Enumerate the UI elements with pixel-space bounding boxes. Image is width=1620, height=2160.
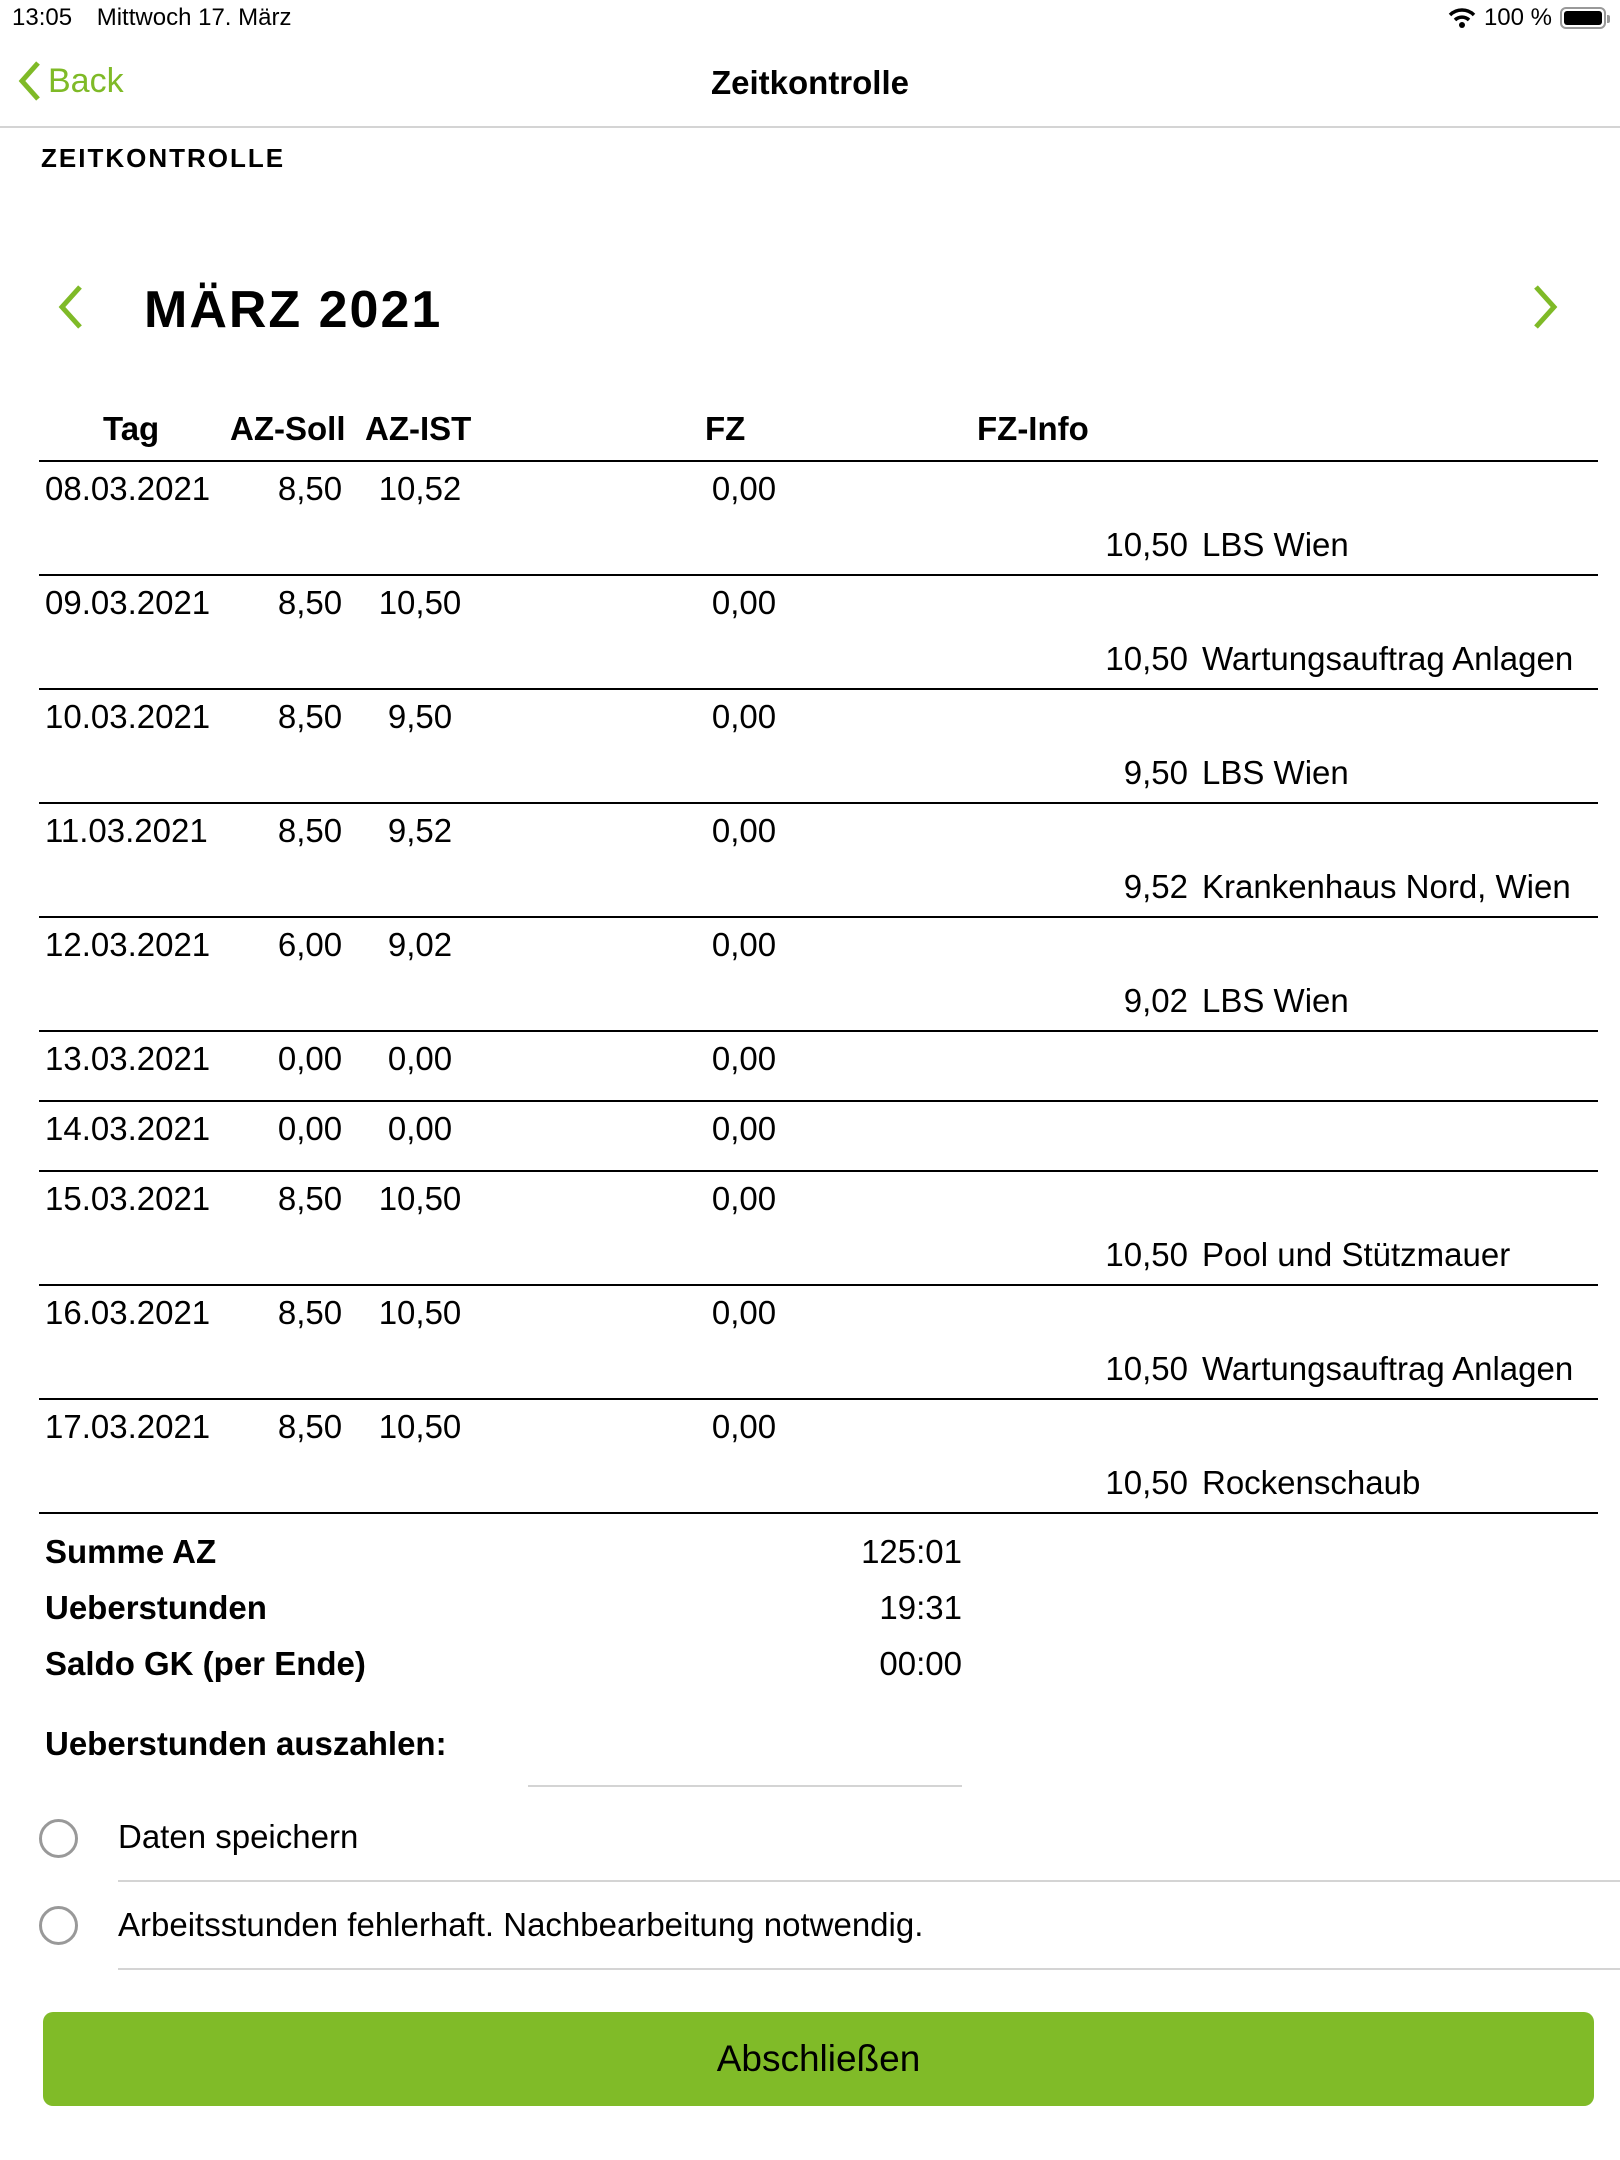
cell-info-hours: 10,50 [1105, 1464, 1188, 1501]
cell-fz: 0,00 [711, 584, 777, 621]
cell-az-ist: 10,50 [378, 1408, 462, 1445]
table-row [39, 690, 1598, 804]
cell-tag: 14.03.2021 [45, 1110, 211, 1147]
cell-fz: 0,00 [711, 1408, 777, 1445]
table-row [39, 462, 1598, 576]
divider [118, 1968, 1620, 1970]
month-title: MÄRZ 2021 [144, 281, 443, 339]
status-time: 13:05 [12, 4, 73, 31]
header-tag: Tag [103, 410, 160, 447]
cell-info-hours: 10,50 [1105, 1350, 1188, 1387]
cell-az-soll: 6,00 [277, 926, 343, 963]
status-bar [12, 4, 309, 32]
cell-info-text: Rockenschaub [1202, 1464, 1421, 1501]
cell-az-soll: 0,00 [277, 1040, 343, 1077]
cell-tag: 17.03.2021 [45, 1408, 211, 1445]
cell-az-ist: 10,50 [378, 1294, 462, 1331]
cell-fz: 0,00 [711, 470, 777, 507]
cell-az-soll: 8,50 [277, 1408, 343, 1445]
section-title: ZEITKONTROLLE [41, 143, 286, 173]
header-az-soll: AZ-Soll [230, 410, 346, 447]
table-row [39, 1102, 1598, 1172]
cell-az-soll: 8,50 [277, 1294, 343, 1331]
cell-az-soll: 8,50 [277, 1180, 343, 1217]
cell-az-ist: 9,52 [387, 812, 453, 849]
chevron-left-icon [56, 283, 86, 331]
previous-month-button[interactable] [56, 283, 86, 336]
cell-info-text: Krankenhaus Nord, Wien [1202, 868, 1571, 905]
table-row [39, 576, 1598, 690]
cell-az-soll: 8,50 [277, 698, 343, 735]
table-row [39, 918, 1598, 1032]
cell-az-ist: 10,52 [378, 470, 462, 507]
cell-tag: 09.03.2021 [45, 584, 211, 621]
cell-info-text: Wartungsauftrag Anlagen [1202, 1350, 1574, 1387]
payout-input[interactable] [528, 1735, 962, 1787]
payout-label: Ueberstunden auszahlen: [45, 1725, 447, 1762]
cell-info-hours: 9,52 [1123, 868, 1188, 905]
summary-value: 00:00 [879, 1645, 962, 1682]
row-divider [39, 1512, 1598, 1514]
cell-az-ist: 9,50 [387, 698, 453, 735]
cell-info-text: LBS Wien [1202, 982, 1349, 1019]
cell-info-text: LBS Wien [1202, 526, 1349, 563]
header-az-ist: AZ-IST [365, 410, 472, 447]
summary-value: 125:01 [861, 1533, 962, 1570]
cell-tag: 16.03.2021 [45, 1294, 211, 1331]
cell-tag: 10.03.2021 [45, 698, 211, 735]
chevron-right-icon [1530, 283, 1560, 331]
cell-fz: 0,00 [711, 1294, 777, 1331]
cell-az-soll: 8,50 [277, 584, 343, 621]
nav-divider [0, 126, 1620, 128]
table-row [39, 1172, 1598, 1286]
summary-label: Saldo GK (per Ende) [45, 1645, 366, 1682]
table-row [39, 1032, 1598, 1102]
cell-az-ist: 10,50 [378, 1180, 462, 1217]
cell-az-ist: 0,00 [387, 1110, 453, 1147]
header-fz-info: FZ-Info [977, 410, 1089, 447]
cell-fz: 0,00 [711, 812, 777, 849]
cell-az-soll: 8,50 [277, 812, 343, 849]
cell-info-text: Wartungsauftrag Anlagen [1202, 640, 1574, 677]
cell-tag: 15.03.2021 [45, 1180, 211, 1217]
next-month-button[interactable] [1530, 283, 1560, 336]
wifi-icon [1448, 7, 1476, 29]
summary-label: Summe AZ [45, 1533, 217, 1570]
finish-label: Abschließen [716, 2038, 921, 2079]
cell-fz: 0,00 [711, 698, 777, 735]
battery-percent: 100 % [1483, 4, 1552, 31]
cell-fz: 0,00 [711, 1180, 777, 1217]
battery-icon [1560, 7, 1606, 29]
cell-info-hours: 10,50 [1105, 640, 1188, 677]
cell-az-ist: 0,00 [387, 1040, 453, 1077]
hours-faulty-radio[interactable] [39, 1906, 78, 1945]
cell-info-hours: 9,02 [1123, 982, 1188, 1019]
cell-info-text: LBS Wien [1202, 754, 1349, 791]
nav-title: Zeitkontrolle [710, 64, 910, 101]
cell-az-soll: 0,00 [277, 1110, 343, 1147]
summary-value: 19:31 [879, 1589, 962, 1626]
divider [118, 1880, 1620, 1882]
cell-info-text: Pool und Stützmauer [1202, 1236, 1511, 1273]
save-data-radio[interactable] [39, 1819, 78, 1858]
table-row [39, 1400, 1598, 1514]
cell-tag: 12.03.2021 [45, 926, 211, 963]
status-date: Mittwoch 17. März [96, 4, 292, 31]
cell-az-soll: 8,50 [277, 470, 343, 507]
table-row [39, 804, 1598, 918]
cell-az-ist: 10,50 [378, 584, 462, 621]
cell-fz: 0,00 [711, 1110, 777, 1147]
cell-info-hours: 10,50 [1105, 526, 1188, 563]
back-label: Back [48, 61, 124, 100]
cell-az-ist: 9,02 [387, 926, 453, 963]
save-data-label: Daten speichern [118, 1818, 359, 1855]
cell-info-hours: 9,50 [1123, 754, 1188, 791]
cell-tag: 08.03.2021 [45, 470, 211, 507]
table-row [39, 1286, 1598, 1400]
status-right [1448, 4, 1606, 32]
finish-button[interactable] [43, 2012, 1594, 2106]
header-fz: FZ [705, 410, 746, 447]
cell-info-hours: 10,50 [1105, 1236, 1188, 1273]
cell-tag: 11.03.2021 [45, 812, 208, 849]
cell-fz: 0,00 [711, 926, 777, 963]
cell-fz: 0,00 [711, 1040, 777, 1077]
cell-tag: 13.03.2021 [45, 1040, 211, 1077]
summary-label: Ueberstunden [45, 1589, 267, 1626]
hours-faulty-label: Arbeitsstunden fehlerhaft. Nachbearbeitung notwendig. [118, 1906, 924, 1943]
